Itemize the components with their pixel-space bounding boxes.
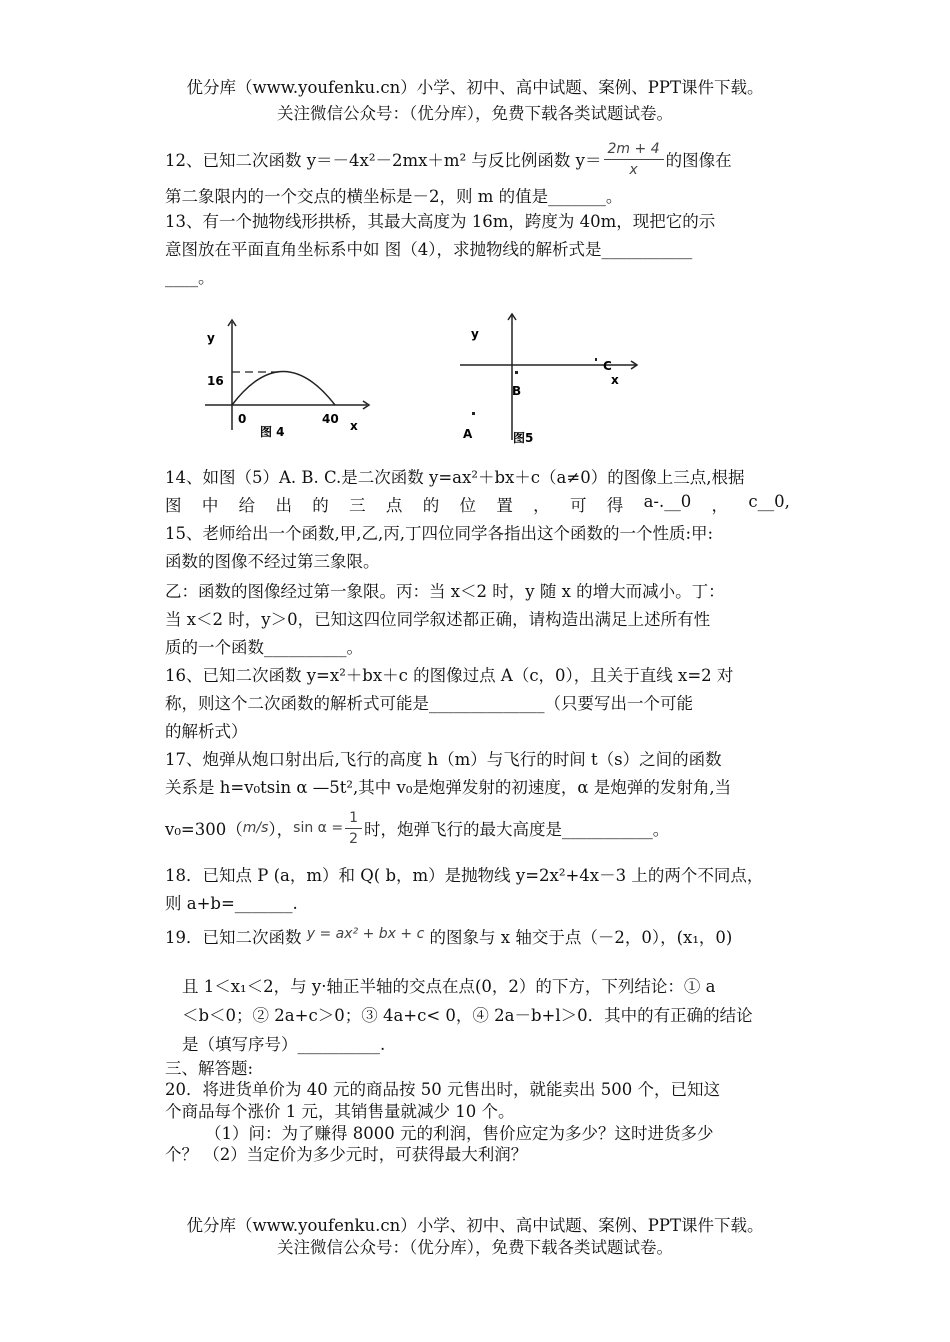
q12-text-a: 12、已知二次函数 y＝－4x²－2mx＋m² 与反比例函数 y＝	[165, 151, 602, 170]
fig4-caption: 图 4	[260, 425, 285, 439]
q14-token: 的	[312, 496, 329, 515]
question-13-line-2: 意图放在平面直角坐标系中如 图（4），求抛物线的解析式是___________	[165, 240, 693, 259]
question-12-line-2: 第二象限内的一个交点的横坐标是－2，则 m 的值是_______。	[165, 187, 623, 206]
q14-token: 位	[459, 496, 476, 515]
q14-token: a-.__0	[643, 492, 692, 511]
q14-token: ，	[711, 496, 729, 515]
q19-formula: y = ax² + bx + c	[306, 926, 425, 942]
q19-text-a: 19．已知二次函数	[165, 928, 302, 947]
fig4-y-label: y	[207, 331, 215, 345]
q17-text-end: 时，炮弹飞行的最大高度是___________。	[364, 820, 670, 839]
fig5-point-c	[595, 358, 597, 361]
q17-fraction	[345, 808, 362, 849]
question-14-line-2	[165, 492, 790, 516]
fig5-caption: 图5	[513, 431, 534, 445]
fig5-point-a	[472, 412, 475, 415]
question-20-line-4: 个？ （2）当定价为多少元时，可获得最大利润？	[165, 1145, 528, 1164]
q17-close-paren: ），	[268, 820, 294, 839]
question-15-line-5: 质的一个函数__________。	[165, 638, 363, 657]
question-15-line-4: 当 x＜2 时，y＞0，已知这四位同学叙述都正确，请构造出满足上述所有性	[165, 610, 711, 629]
q14-token: 给	[238, 496, 256, 515]
q12-fraction-numerator: 2m + 4	[604, 139, 664, 160]
q17-v0: v₀=300（	[165, 820, 243, 839]
q14-token: 出	[275, 496, 292, 515]
question-20-line-3: （1）问：为了赚得 8000 元的利润，售价应定为多少？这时进货多少	[205, 1124, 714, 1143]
fig5-y-label: y	[471, 327, 479, 341]
q12-text-b: 的图像在	[665, 151, 732, 170]
q14-token: 的	[422, 496, 440, 515]
footer-line-2: 关注微信公众号：（优分库），免费下载各类试题试卷。	[277, 1238, 673, 1257]
q12-fraction-denominator: x	[629, 161, 638, 178]
fig5-label-c: C	[603, 359, 612, 373]
q17-sin: sin α =	[293, 820, 344, 836]
question-15-line-1: 15、老师给出一个函数,甲,乙,丙,丁四位同学各指出这个函数的一个性质:甲:	[165, 524, 714, 543]
figure-4	[195, 312, 380, 447]
question-16-line-2: 称，则这个二次函数的解析式可能是______________（只要写出一个可能	[165, 694, 693, 713]
fig4-height-label: 16	[207, 374, 224, 388]
question-20-line-2: 个商品每个涨价 1 元，其销售量就减少 10 个。	[165, 1102, 515, 1121]
question-17-line-2: 关系是 h=v₀tsin α —5t²,其中 v₀是炮弹发射的初速度，α 是炮弹的发射角,当	[165, 778, 732, 797]
q12-fraction	[604, 139, 664, 180]
question-13-line-1: 13、有一个抛物线形拱桥，其最大高度为 16m，跨度为 40m，现把它的示	[165, 212, 716, 231]
question-19-line-2: 且 1＜x₁＜2，与 y·轴正半轴的交点在点(0，2）的下方，下列结论：① a	[182, 977, 716, 996]
question-20-line-1: 20．将进货单价为 40 元的商品按 50 元售出时，就能卖出 500 个，已知这	[165, 1080, 720, 1099]
section-3-heading: 三、解答题:	[165, 1059, 254, 1078]
question-16-line-1: 16、已知二次函数 y=x²＋bx＋c 的图像过点 A（c，0），且关于直线 x=2 对	[165, 666, 734, 685]
question-13-line-3: ____。	[165, 268, 215, 287]
q14-token: 置	[496, 496, 513, 515]
fig5-label-b: B	[512, 384, 522, 398]
question-17-line-1: 17、炮弹从炮口射出后,飞行的高度 h（m）与飞行的时间 t（s）之间的函数	[165, 750, 722, 769]
header-line-1: 优分库（www.youfenku.cn）小学、初中、高中试题、案例、PPT课件下载。	[186, 78, 764, 97]
question-15-line-2: 函数的图像不经过第三象限。	[165, 552, 380, 571]
q19-text-b: 的图象与 x 轴交于点（－2，0），(x₁，0)	[429, 928, 733, 947]
footer-line-1: 优分库（www.youfenku.cn）小学、初中、高中试题、案例、PPT课件下载。	[186, 1216, 764, 1235]
fig4-parabola	[232, 372, 335, 406]
question-15-line-3: 乙：函数的图像经过第一象限。丙：当 x＜2 时，y 随 x 的增大而减小。丁：	[165, 582, 725, 601]
question-19-line-1	[165, 924, 790, 948]
q14-token: 三	[349, 496, 366, 515]
question-19-line-3: ＜b＜0；② 2a+c＞0；③ 4a+c< 0，④ 2a－b+l＞0．其中的有正确的结论	[182, 1006, 753, 1025]
q17-unit: m/s	[242, 820, 269, 836]
question-18-line-2: 则 a+b=_______.	[165, 894, 298, 913]
q14-token: 得	[606, 496, 624, 515]
question-16-line-3: 的解析式）	[165, 722, 248, 741]
q14-token: ，	[533, 496, 550, 515]
fig4-x-label: x	[350, 419, 358, 433]
q14-token: 中	[201, 496, 219, 515]
fig5-label-a: A	[463, 427, 473, 441]
fig4-span-label: 40	[322, 412, 339, 426]
q14-token: 可	[569, 496, 587, 515]
header-line-2: 关注微信公众号：（优分库），免费下载各类试题试卷。	[277, 104, 673, 123]
q14-token: 图	[165, 496, 182, 515]
q14-token: c__0,	[748, 492, 790, 511]
fig5-x-label: x	[611, 373, 619, 387]
question-19-line-4: 是（填写序号）__________.	[182, 1035, 386, 1054]
q17-fraction-numerator: 1	[345, 808, 362, 829]
q17-fraction-denominator: 2	[349, 830, 359, 847]
figure-5	[455, 310, 645, 450]
question-17-line-3	[165, 804, 790, 852]
question-18-line-1: 18．已知点 P (a，m）和 Q( b，m）是抛物线 y=2x²+4x－3 上的两个不同点，	[165, 866, 764, 885]
q14-token: 点	[385, 496, 403, 515]
fig4-origin-label: 0	[238, 412, 247, 426]
question-12-line-1	[165, 133, 790, 185]
question-14-line-1: 14、如图（5）A. B. C.是二次函数 y=ax²＋bx＋c（a≠0）的图像上三点,根据	[165, 468, 745, 487]
fig5-point-b	[515, 371, 518, 374]
